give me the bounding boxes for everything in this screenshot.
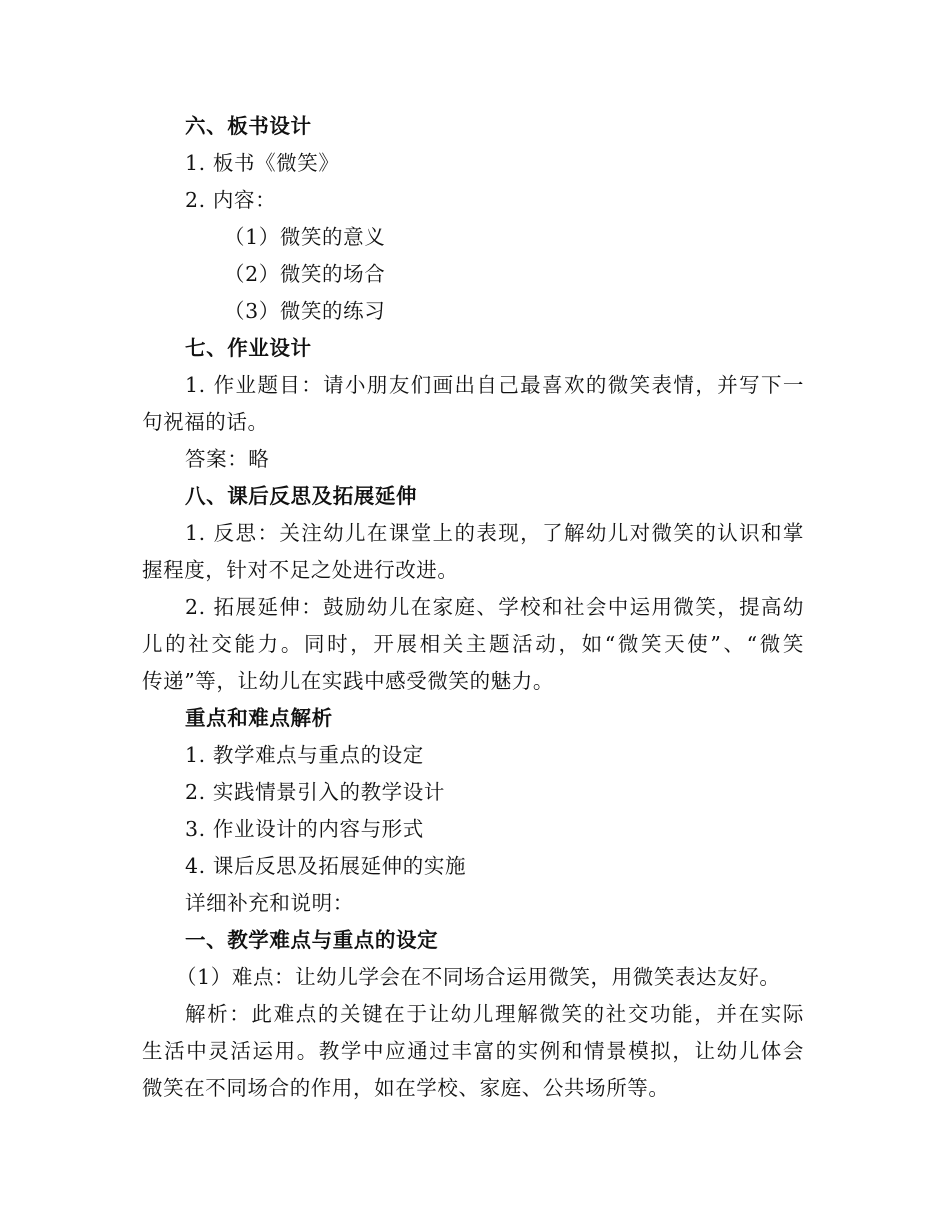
paragraph-line: 1. 作业题目：请小朋友们画出自己最喜欢的微笑表情，并写下一 — [185, 373, 804, 397]
paragraph-line: 2. 拓展延伸：鼓励幼儿在家庭、学校和社会中运用微笑，提高幼 — [185, 595, 804, 619]
section-heading-homework: 七、作业设计 — [185, 336, 312, 360]
list-item: 2. 实践情景引入的教学设计 — [185, 780, 445, 804]
paragraph-line: 1. 反思：关注幼儿在课堂上的表现，了解幼儿对微笑的认识和掌 — [185, 521, 804, 545]
list-item: 1. 板书《微笑》 — [185, 151, 340, 175]
answer-line: 答案：略 — [185, 447, 270, 471]
section-heading-key-points: 重点和难点解析 — [185, 706, 333, 730]
sub-list-item: （2）微笑的场合 — [224, 262, 386, 286]
section-heading-board-design: 六、板书设计 — [185, 114, 312, 138]
list-item: 3. 作业设计的内容与形式 — [185, 817, 424, 841]
paragraph-line: 握程度，针对不足之处进行改进。 — [142, 558, 459, 582]
paragraph-line: 传递”等，让幼儿在实践中感受微笑的魅力。 — [142, 669, 554, 693]
sub-list-item: （3）微笑的练习 — [224, 299, 386, 323]
paragraph-line: 详细补充和说明： — [185, 891, 354, 915]
paragraph-line: （1）难点：让幼儿学会在不同场合运用微笑，用微笑表达友好。 — [176, 965, 781, 989]
paragraph-line: 微笑在不同场合的作用，如在学校、家庭、公共场所等。 — [142, 1076, 670, 1100]
list-item: 1. 教学难点与重点的设定 — [185, 743, 424, 767]
list-item: 2. 内容： — [185, 188, 277, 212]
paragraph-line: 句祝福的话。 — [142, 410, 269, 434]
paragraph-line: 儿的社交能力。同时，开展相关主题活动，如“微笑天使”、“微笑 — [142, 632, 804, 656]
paragraph-line: 生活中灵活运用。教学中应通过丰富的实例和情景模拟，让幼儿体会 — [142, 1039, 804, 1063]
paragraph-line: 解析：此难点的关键在于让幼儿理解微笑的社交功能，并在实际 — [185, 1002, 804, 1026]
sub-list-item: （1）微笑的意义 — [224, 225, 386, 249]
section-heading-difficulty: 一、教学难点与重点的设定 — [185, 928, 439, 952]
list-item: 4. 课后反思及拓展延伸的实施 — [185, 854, 467, 878]
section-heading-reflection: 八、课后反思及拓展延伸 — [185, 484, 418, 508]
